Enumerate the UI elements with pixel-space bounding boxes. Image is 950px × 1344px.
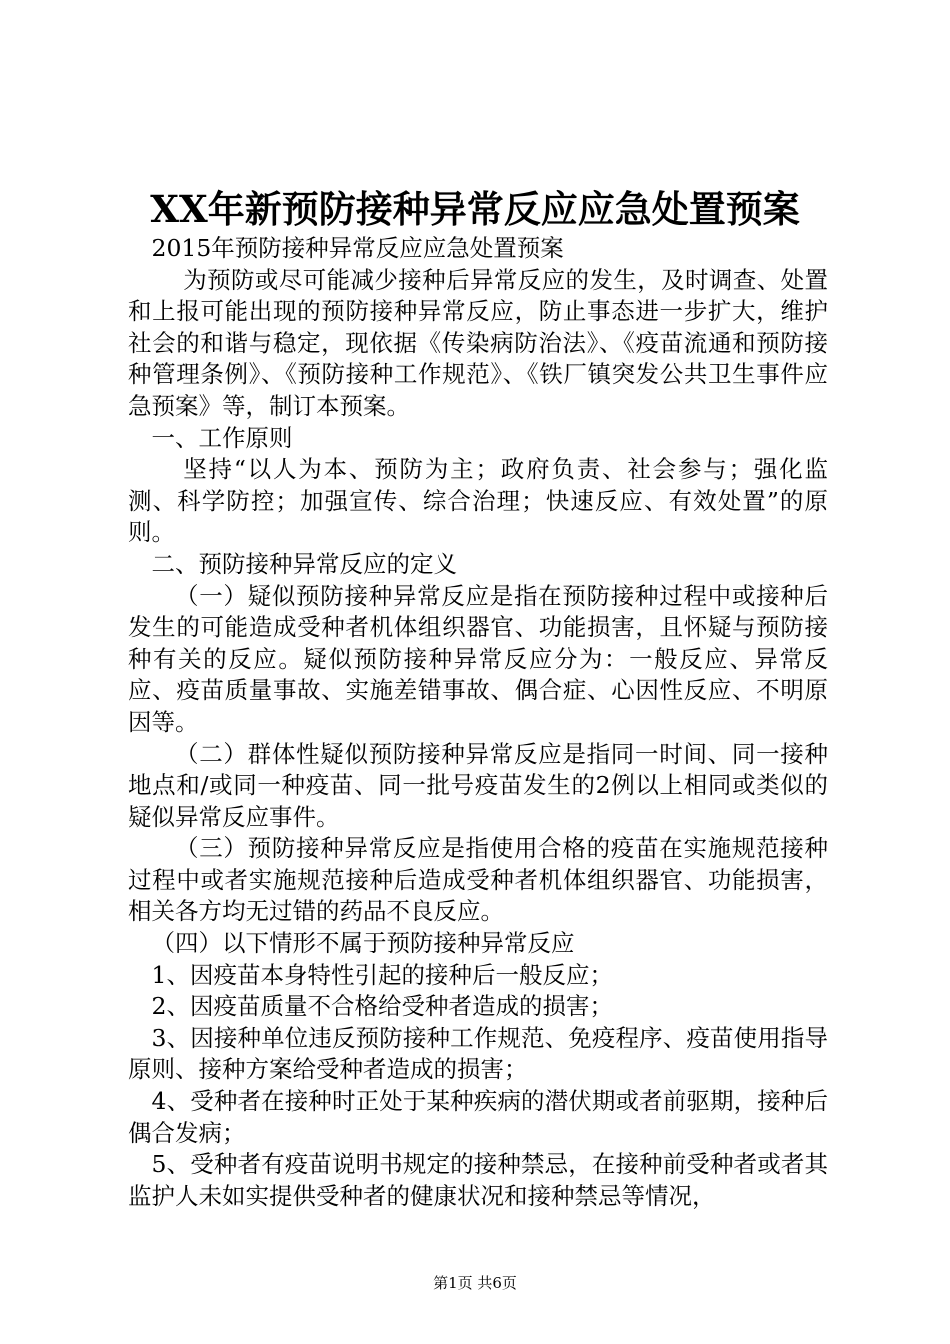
intro-paragraph: 为预防或尽可能减少接种后异常反应的发生，及时调查、处置和上报可能出现的预防接种异常反应，防止事态进一步扩大，维护社会的和谐与稳定，现依据《传染病防治法》、《疫苗流通和预防接种管理条例》、《预防接种工作规范》、《铁厂镇突发公共卫生事件应急预案》等，制订本预案。 xyxy=(128,265,828,420)
definition-item-1: （一）疑似预防接种异常反应是指在预防接种过程中或接种后发生的可能造成受种者机体组织器官、功能损害，且怀疑与预防接种有关的反应。疑似预防接种异常反应分为：一般反应、异常反应、疫苗质量事故、实施差错事故、偶合症、心因性反应、不明原因等。 xyxy=(128,581,828,736)
exclusion-item-2: 2、因疫苗质量不合格给受种者造成的损害； xyxy=(151,992,613,1021)
section-heading-work-principles: 一、工作原则 xyxy=(151,423,293,452)
definition-item-2: （二）群体性疑似预防接种异常反应是指同一时间、同一接种地点和/或同一种疫苗、同一批号疫苗发生的2例以上相同或类似的疑似异常反应事件。 xyxy=(128,739,828,831)
subtitle-paragraph: 2015年预防接种异常反应应急处置预案 xyxy=(151,234,564,262)
section-heading-definition: 二、预防接种异常反应的定义 xyxy=(151,549,457,578)
principles-paragraph: 坚持“以人为本、预防为主；政府负责、社会参与；强化监测、科学防控；加强宣传、综合治理；快速反应、有效处置”的原则。 xyxy=(128,455,828,547)
exclusion-item-4: 4、受种者在接种时正处于某种疾病的潜伏期或者前驱期，接种后偶合发病； xyxy=(128,1087,828,1147)
definition-item-4-heading: （四）以下情形不属于预防接种异常反应 xyxy=(151,929,575,958)
exclusion-item-1: 1、因疫苗本身特性引起的接种后一般反应； xyxy=(151,960,613,989)
page-footer: 第1页 共6页 xyxy=(433,1274,517,1292)
document-body xyxy=(128,233,828,1212)
definition-item-3: （三）预防接种异常反应是指使用合格的疫苗在实施规范接种过程中或者实施规范接种后造成受种者机体组织器官、功能损害，相关各方均无过错的药品不良反应。 xyxy=(128,834,828,926)
exclusion-item-3: 3、因接种单位违反预防接种工作规范、免疫程序、疫苗使用指导原则、接种方案给受种者造成的损害； xyxy=(128,1023,828,1084)
exclusion-item-5: 5、受种者有疫苗说明书规定的接种禁忌，在接种前受种者或者其监护人未如实提供受种者的健康状况和接种禁忌等情况， xyxy=(128,1150,828,1210)
document-title: XX年新预防接种异常反应应急处置预案 xyxy=(150,187,800,231)
